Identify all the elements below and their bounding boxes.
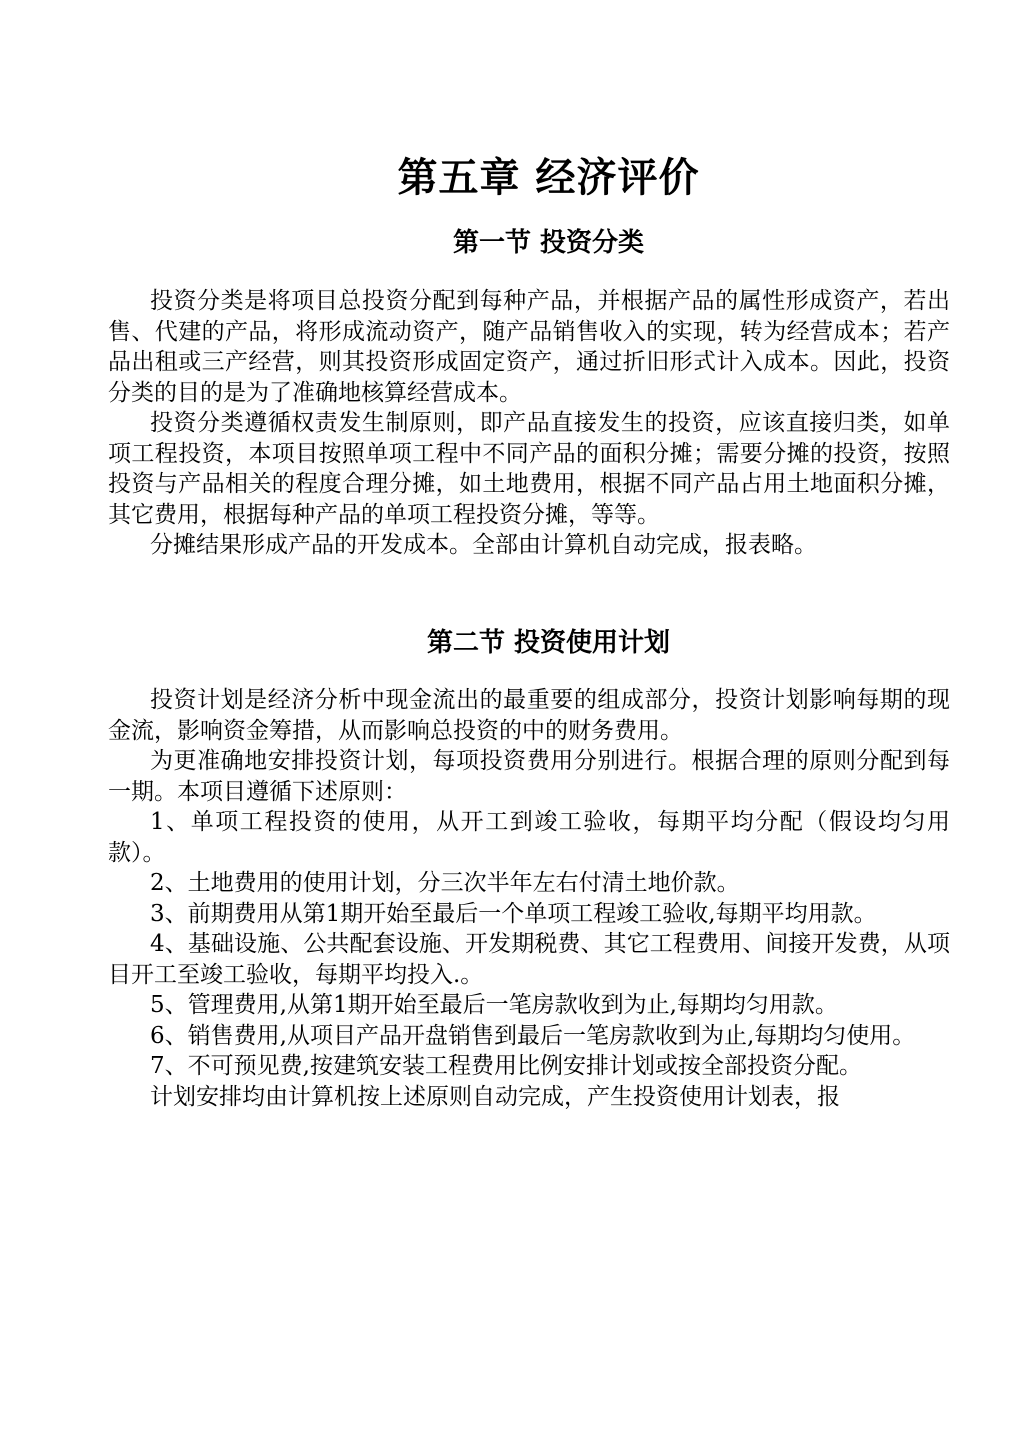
paragraph: 计划安排均由计算机按上述原则自动完成，产生投资使用计划表，报 (150, 1083, 840, 1110)
section-title-investment-plan: 第二节 投资使用计划 (426, 628, 671, 658)
list-item: 2、土地费用的使用计划，分三次半年左右付清土地价款。 (150, 870, 740, 896)
paragraph: 投资计划是经济分析中现金流出的最重要的组成部分，投资计划影响每期的现金流，影响资金筹措，从而影响总投资的中的财务费用。 (108, 687, 950, 744)
section-title-investment-classification: 第一节 投资分类 (452, 228, 645, 258)
list-item: 6、销售费用,从项目产品开盘销售到最后一笔房款收到为止,每期均匀使用。 (150, 1022, 916, 1049)
list-item: 7、不可预见费,按建筑安装工程费用比例安排计划或按全部投资分配。 (150, 1053, 862, 1079)
list-item: 1、单项工程投资的使用，从开工到竣工验收，每期平均分配（假设均匀用款）。 (108, 809, 950, 866)
paragraph: 投资分类是将项目总投资分配到每种产品，并根据产品的属性形成资产，若出售、代建的产品，将形成流动资产，随产品销售收入的实现，转为经营成本；若产品出租或三产经营，则其投资形成固定资产，通过折旧形式计入成本。因此，投资分类的目的是为了准确地核算经营成本。 (108, 288, 950, 406)
paragraph: 分摊结果形成产品的开发成本。全部由计算机自动完成，报表略。 (150, 532, 817, 558)
list-item: 5、管理费用,从第1期开始至最后一笔房款收到为止,每期均匀用款。 (150, 992, 838, 1018)
list-item: 3、前期费用从第1期开始至最后一个单项工程竣工验收,每期平均用款。 (150, 900, 877, 927)
section1-body (108, 286, 950, 561)
chapter-title: 第五章 经济评价 (397, 155, 700, 201)
paragraph: 投资分类遵循权责发生制原则，即产品直接发生的投资，应该直接归类，如单项工程投资，本项目按照单项工程中不同产品的面积分摊；需要分摊的投资，按照投资与产品相关的程度合理分摊，如土地费用，根据不同产品占用土地面积分摊，其它费用，根据每种产品的单项工程投资分摊，等等。 (108, 410, 950, 528)
section2-body (108, 685, 950, 1112)
paragraph: 为更准确地安排投资计划，每项投资费用分别进行。根据合理的原则分配到每一期。本项目遵循下述原则： (108, 748, 950, 805)
list-item: 4、基础设施、公共配套设施、开发期税费、其它工程费用、间接开发费，从项目开工至竣工验收，每期平均投入.。 (108, 931, 950, 988)
